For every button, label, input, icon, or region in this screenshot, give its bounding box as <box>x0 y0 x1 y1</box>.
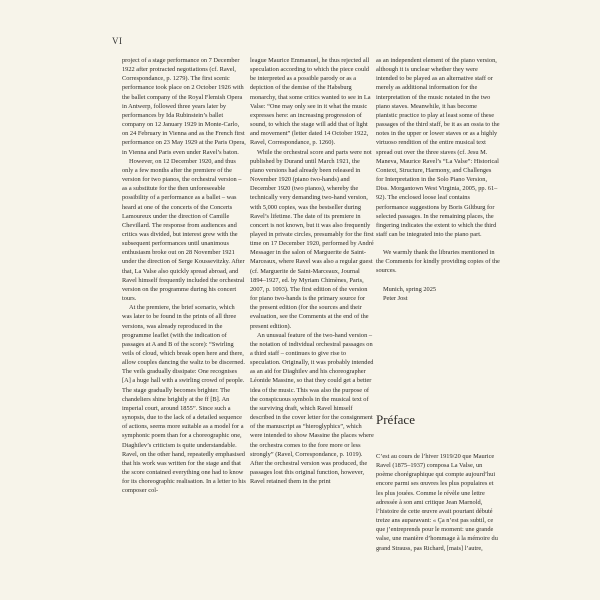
preface-heading: Préface <box>376 412 415 427</box>
paragraph: An unusual feature of the two-hand version – the notation of individual orchestral passages on a third staff – continues to give rise to speculation. Originally, it was probably intended as an aid for Diaghilev and his choreographer Léonide Massine, so that they could get a better idea of the music. This was also the purpose of the conspicuous symbols in the musical text of the surviving draft, which Ravel himself described in the cover letter for the consignment of the manuscript as “hieroglyphics”, which were intended to show Massine the places where the orchestra comes to the fore more or less strongly” (Ravel, Correspondance, p. 1019). After the orchestral version was produced, the passages lost this original function, however, Ravel retained them in the print <box>250 331 374 486</box>
paragraph: While the orchestral score and parts were not published by Durand until March 1921, the piano versions had already been released in November 1920 (piano two-hands) and December 1920 (two pianos), whereby the technically very demanding two-hand version, with 5,000 copies, was the bestseller during Ravel’s lifetime. The date of its premiere in concert is not known, but it was also frequently played in private circles, presumably for the first time on 17 December 1920, performed by André Messager in the salon of Marguerite de Saint-Marceaux, where Ravel was also a regular guest (cf. Marguerite de Saint-Marceaux, Journal 1894–1927, ed. by Myriam Chimènes, Paris, 2007, p. 1093). The first edition of the version for piano two-hands is the primary source for the present edition (for the sources and their evaluation, see the Comments at the end of the present edition). <box>250 148 374 330</box>
place-date: Munich, spring 2025 <box>383 285 437 293</box>
text-column-3 <box>376 56 500 303</box>
paragraph: C’est au cours de l’hiver 1919/20 que Maurice Ravel (1875–1937) composa La Valse, un poème chorégraphique qui compte aujourd’hui encore parmi ses œuvres les plus populaires et les plus jouées. Comme le révèle une lettre adressée à son ami critique Jean Marnold, l’histoire de cette œuvre avait pourtant débuté treize ans auparavant: « Ça n’est pas subtil, ce que j’entreprends pour le moment: une grande valse, une manière d’hommage à la mémoire du grand Strauss, pas Richard, [mais] l’autre, <box>376 453 498 552</box>
paragraph: project of a stage performance on 7 December 1922 after protracted negotiations (cf. Ravel, Correspondance, p. 1279). The first scenic performance took place on 2 October 1926 with the ballet company of the Royal Flemish Opera in Antwerp, followed three years later by performances by Ida Rubinstein’s ballet company on 12 January 1929 in Monte-Carlo, on 24 February in Vienna and as the French first performance on 23 May 1929 at the Paris Opera, in Vienna and Paris even under Ravel’s baton. <box>122 57 246 156</box>
paragraph: However, on 12 December 1920, and thus only a few months after the premiere of the version for two pianos, the orchestral version – as a substitute for the then unforeseeable possibility of a performance as a ballet – was heard at one of the concerts of the Concerts Lamoureux under the direction of Camille Chevillard. The response from audiences and critics was divided, but interest grew with the subsequent performances until unanimous enthusiasm broke out on 28 November 1921 under the direction of Serge Koussevitzky. After that, La Valse also quickly spread abroad, and Ravel himself frequently included the orchestral version on the programme during his concert tours. <box>122 157 245 303</box>
text-column-2 <box>250 56 374 486</box>
author-signature: Peter Jost <box>383 294 408 302</box>
page-number: VI <box>112 36 123 46</box>
text-column-1 <box>122 56 246 496</box>
acknowledgement: We warmly thank the libraries mentioned in the Comments for kindly providing copies of the sources. <box>376 249 500 275</box>
paragraph: At the premiere, the brief scenario, which was later to be found in the prints of all three versions, was already reproduced in the programme leaflet (with the indication of passages at A and B of the score): “Swirling veils of cloud, which break open here and there, allow couples dancing the waltz to be discerned. The veils gradually dissipate: One recognises [A] a huge hall with a swirling crowd of people. The stage gradually becomes brighter. The chandeliers shine brightly at the ff [B]. An imperial court, around 1855”. Since such a synopsis, due to the lack of a detailed sequence of actions, seems more suitable as a model for a symphonic poem than for a choreographic one, Diaghilev’s criticism is quite understandable. Ravel, on the other hand, repeatedly emphasised that his work was written for the stage and that the score contained everything one had to know for its choreographic realisation. In a letter to his composer col- <box>122 304 246 495</box>
paragraph: as an independent element of the piano version, although it is unclear whether they were intended to be played as an alternative staff or merely as additional information for the interpretation of the music notated in the two piano staves. Meanwhile, it has become pianistic practice to play at least some of these passages of the third staff, be it as an ossia to the notes in the upper or lower staves or as a highly virtuoso rendition of the entire musical text spread out over the three staves (cf. Jesu M. Maneva, Maurice Ravel’s “La Valse”: Historical Context, Structure, Harmony, and Challenges for Interpretation in the Solo Piano Version, Diss. Morgantown West Virginia, 2005, pp. 61–92). The enclosed loose leaf contains performance suggestions by Boris Giltburg for selected passages. In the remaining places, the fingering indicates the extent to which the third staff can be integrated into the piano part. <box>376 57 500 238</box>
paragraph: league Maurice Emmanuel, he thus rejected all speculation according to which the piece could be interpreted as a possible parody or as a depiction of the demise of the Habsburg monarchy, that some critics wanted to see in La Valse: “One may only see in it what the music expresses here: an increasing progression of sound, to which the stage will add that of light and movement” (letter dated 14 October 1922, Ravel, Correspondance, p. 1260). <box>250 57 371 147</box>
preface-text-column <box>376 452 500 553</box>
